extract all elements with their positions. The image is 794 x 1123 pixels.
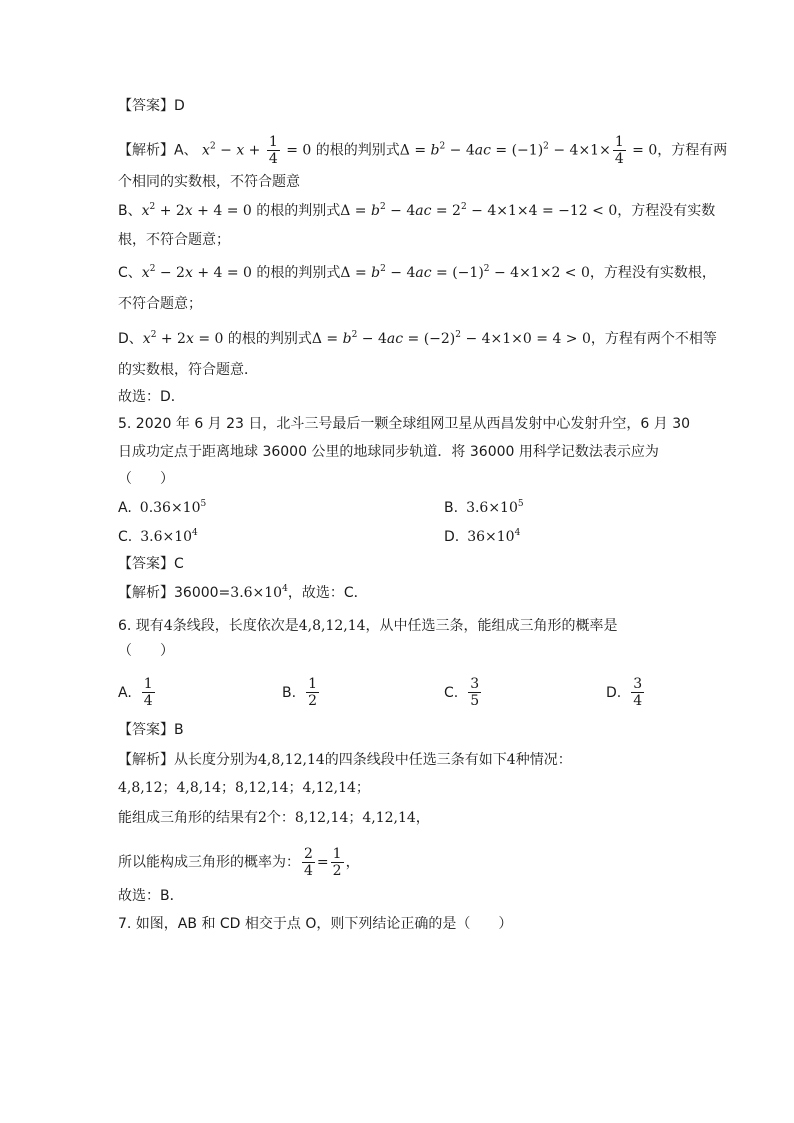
- q5-option-b: B. $3.6\times 10^5$: [444, 499, 524, 516]
- q6-option-d: D. $\frac{3}{4}$: [606, 676, 643, 709]
- q4-analysis-c: C、$x^2 - 2x + 4 = 0$ 的根的判别式$\Delta = b^2 - 4ac = (-1)^2 - 4\times 1\times 2 < 0$，方程没有实数根，: [118, 264, 716, 281]
- q6-combos: 4,8,12；4,8,14；8,12,14；4,12,14；: [118, 780, 370, 796]
- q6-stem: 6. 现有4条线段，长度依次是4,8,12,14，从中任选三条，能组成三角形的概率是: [118, 618, 618, 634]
- q6-choice: 故选：B．: [118, 888, 184, 904]
- q5-analysis: 【解析】$36000=3.6\times 10^4$，故选：C．: [118, 584, 368, 601]
- q4-analysis-a: 【解析】A、 $x^2 - x$ + $\frac{1}{4}$ = 0 的根的判别式$\Delta = b^2 - 4ac = (-1)^2 - 4\times 1\times$ $\frac{1}{4}$ = 0，方程有两: [118, 134, 728, 167]
- q4-analysis-b: B、$x^2 + 2x + 4 = 0$ 的根的判别式$\Delta = b^2 - 4ac = 2^2 - 4\times 1\times 4 = -12 < 0$，方程没有实数: [118, 202, 716, 219]
- q5-answer: 【答案】C: [118, 556, 184, 572]
- q6-option-a: A. $\frac{1}{4}$: [118, 676, 153, 709]
- q5-stem-line2: 日成功定点于距离地球 36000 公里的地球同步轨道．将 36000 用科学记数法表示应为: [118, 444, 659, 460]
- q4-analysis-d-line2: 的实数根，符合题意．: [118, 362, 258, 378]
- q4-answer: 【答案】D: [118, 98, 185, 114]
- q4-analysis-d: D、$x^2 + 2x = 0$ 的根的判别式$\Delta = b^2 - 4ac = (-2)^2 - 4\times 1\times 0 = 4 > 0$，方程有两个不相等: [118, 330, 717, 347]
- q6-option-c: C. $\frac{3}{5}$: [444, 676, 480, 709]
- q6-analysis: 【解析】从长度分别为4,8,12,14的四条线段中任选三条有如下4种情况：: [118, 752, 572, 768]
- q5-option-d: D. $36\times 10^4$: [444, 528, 521, 545]
- q6-answer: 【答案】B: [118, 722, 184, 738]
- q6-probability: 所以能构成三角形的概率为： $\frac{2}{4}$ = $\frac{1}{2}$ ，: [118, 846, 360, 879]
- q7-stem: 7. 如图，AB 和 CD 相交于点 O，则下列结论正确的是（ ）: [118, 916, 513, 932]
- q5-stem-line1: 5. 2020 年 6 月 23 日，北斗三号最后一颗全球组网卫星从西昌发射中心发射升空，6 月 30: [118, 416, 691, 432]
- q5-paren: （ ）: [118, 471, 174, 487]
- q6-paren: （ ）: [118, 643, 174, 659]
- q4-analysis-a-line2: 个相同的实数根，不符合题意: [118, 174, 300, 190]
- q6-result: 能组成三角形的结果有2个：8,12,14；4,12,14，: [118, 810, 430, 826]
- q5-option-c: C. $3.6\times 10^4$: [118, 528, 198, 545]
- q6-option-b: B. $\frac{1}{2}$: [282, 676, 317, 709]
- q4-analysis-b-line2: 根，不符合题意；: [118, 232, 230, 248]
- q4-analysis-c-line2: 不符合题意；: [118, 296, 202, 312]
- q5-option-a: A. $0.36\times 10^5$: [118, 499, 207, 516]
- q4-choice: 故选：D．: [118, 389, 185, 405]
